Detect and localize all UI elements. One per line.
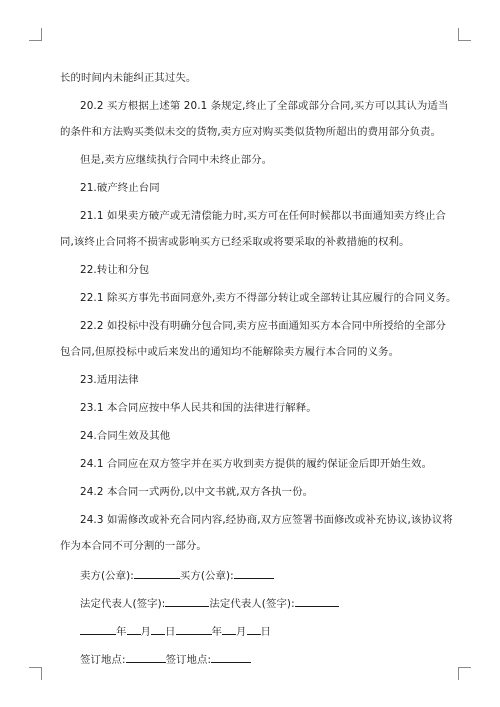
clause-22-2-line2: 包合同,但原投标中或后来发出的通知均不能解除卖方履行本合同的义务。	[60, 346, 400, 358]
seller-seal-label: 卖方(公章):	[80, 570, 134, 582]
seller-day-blank[interactable]	[151, 623, 165, 635]
clause-23-1: 23.1 本合同应按中华人民共和国的法律进行解释。	[80, 402, 317, 414]
clause-22-2	[60, 313, 445, 365]
buyer-day-blank[interactable]	[247, 623, 261, 635]
buyer-seal-label: 买方(公章):	[179, 570, 234, 582]
seller-place-label: 签订地点:	[80, 654, 126, 666]
clause-20-2-line2: 的条件和方法购买类似未交的货物,卖方应对购买类似货物所超出的费用部分负责。	[60, 126, 442, 138]
buyer-month-label: 月	[236, 626, 247, 638]
seller-year-label: 年	[116, 626, 127, 638]
crop-mark-bottom-left	[29, 667, 42, 680]
seller-rep-label: 法定代表人(签字):	[80, 598, 166, 610]
document-body	[60, 65, 457, 675]
seller-month-label: 月	[140, 626, 151, 638]
clause-21-1-line1: 21.1 如果卖方破产或无清偿能力时,买方可在任何时候都以书面通知卖方终止合	[80, 210, 447, 222]
buyer-year-label: 年	[211, 626, 222, 638]
seller-day-label: 日	[165, 626, 176, 638]
buyer-place-label: 签订地点:	[165, 654, 212, 666]
clause-21-1-line2: 同,该终止合同将不损害或影响买方已经采取或将要采取的补救措施的权利。	[60, 236, 410, 248]
buyer-rep-label: 法定代表人(签字):	[209, 598, 295, 610]
section-23-heading: 23.适用法律	[80, 374, 139, 386]
buyer-seal-blank[interactable]	[234, 567, 274, 579]
seller-year-blank[interactable]	[80, 623, 116, 635]
paragraph-continued: 长的时间内未能纠正其过失。	[60, 72, 197, 84]
signature-place-row	[60, 647, 445, 673]
clause-24-3	[60, 507, 453, 559]
clause-24-3-line1: 24.3 如需修改或补充合同内容,经协商,双方应签署书面修改或补充协议,该协议将	[80, 514, 453, 526]
crop-mark-bottom-right	[458, 667, 471, 680]
clause-24-3-line2: 作为本合同不可分割的一部分。	[60, 540, 207, 552]
seller-seal-blank[interactable]	[134, 567, 180, 579]
buyer-place-blank[interactable]	[211, 651, 251, 663]
clause-20-2	[60, 93, 449, 145]
buyer-rep-blank[interactable]	[295, 595, 339, 607]
signature-rep-row	[60, 591, 445, 617]
clause-24-1: 24.1 合同应在双方签字并在买方收到卖方提供的履约保证金后即开始生效。	[80, 458, 433, 470]
clause-22-2-line1: 22.2 如投标中没有明确分包合同,卖方应书面通知买方本合同中所授给的全部分	[80, 320, 447, 332]
seller-rep-blank[interactable]	[165, 595, 209, 607]
signature-date-row	[60, 619, 445, 645]
clause-20-2-line1: 20.2 买方根据上述第 20.1 条规定,终止了全部或部分合同,买方可以其认为适当	[80, 100, 449, 112]
seller-month-blank[interactable]	[127, 623, 141, 635]
seller-place-blank[interactable]	[126, 651, 166, 663]
section-24-heading: 24.合同生效及其他	[80, 430, 171, 442]
buyer-year-blank[interactable]	[176, 623, 212, 635]
clause-24-2: 24.2 本合同一式两份,以中文书就,双方各执一份。	[80, 486, 314, 498]
clause-21-1	[60, 203, 445, 255]
section-22-heading: 22.转让和分包	[80, 264, 150, 276]
crop-mark-top-right	[458, 28, 471, 41]
buyer-day-label: 日	[260, 626, 271, 638]
clause-22-1: 22.1 除买方事先书面同意外,卖方不得部分转让或全部转让其应履行的合同义务。	[80, 292, 457, 304]
buyer-month-blank[interactable]	[222, 623, 236, 635]
signature-seal-row	[60, 563, 445, 589]
section-21-heading: 21.破产终止台同	[80, 182, 160, 194]
clause-20-2-note: 但是,卖方应继续执行合同中未终止部分。	[80, 154, 273, 166]
crop-mark-top-left	[29, 28, 42, 41]
